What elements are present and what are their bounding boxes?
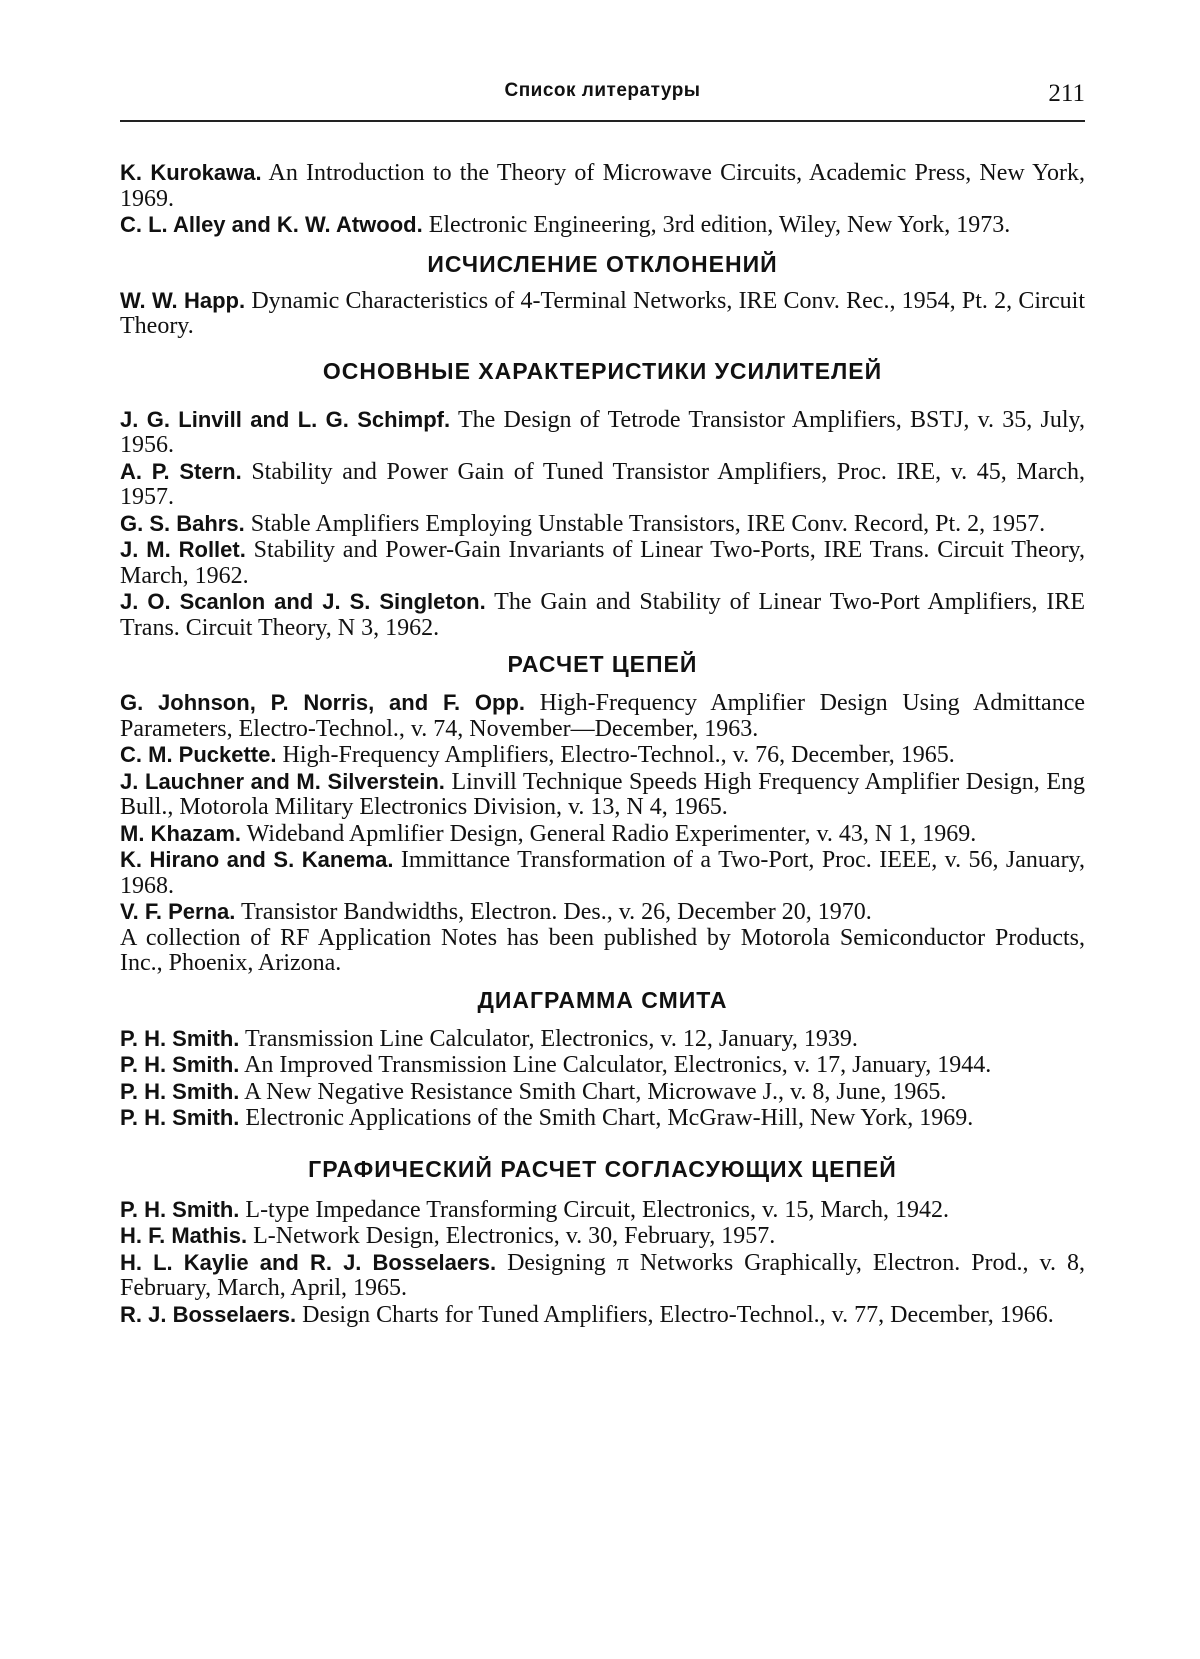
entry-author: K. Hirano and S. Kanema. — [120, 847, 393, 872]
entry-author: C. L. Alley and K. W. Atwood. — [120, 212, 423, 237]
entry-text: Dynamic Characteristics of 4-Terminal Networks, IRE Conv. Rec., 1954, Pt. 2, Circuit Theory. — [120, 288, 1085, 340]
entry-author: H. F. Mathis. — [120, 1223, 247, 1248]
entry-text: Electronic Applications of the Smith Chart, McGraw-Hill, New York, 1969. — [239, 1105, 973, 1131]
entry-text: High-Frequency Amplifier Design Using Admittance Parameters, Electro-Technol., v. 74, November—December, 1963. — [120, 690, 1085, 742]
running-title: Список литературы — [120, 80, 1085, 102]
section-heading: ДИАГРАММА СМИТА — [120, 987, 1085, 1014]
entry-author: J. O. Scanlon and J. S. Singleton. — [120, 589, 486, 614]
bibliography-entry — [120, 847, 1085, 899]
entry-author: G. Johnson, P. Norris, and F. Opp. — [120, 690, 525, 715]
entry-author: P. H. Smith. — [120, 1197, 239, 1222]
entry-text: An Improved Transmission Line Calculator, Electronics, v. 17, January, 1944. — [239, 1052, 991, 1078]
bibliography — [120, 160, 1085, 1328]
entry-author: H. L. Kaylie and R. J. Bosselaers. — [120, 1250, 496, 1275]
entry-text: The Gain and Stability of Linear Two-Port Amplifiers, IRE Trans. Circuit Theory, N 3, 1962. — [120, 589, 1085, 641]
entry-text: Linvill Technique Speeds High Frequency Amplifier Design, Eng Bull., Motorola Military Electronics Division, v. 13, N 4, 1965. — [120, 769, 1085, 821]
bibliography-entry — [120, 769, 1085, 821]
bibliography-entry — [120, 1026, 1085, 1053]
entry-text: An Introduction to the Theory of Microwave Circuits, Academic Press, New York, 1969. — [120, 160, 1085, 212]
entry-text: High-Frequency Amplifiers, Electro-Technol., v. 76, December, 1965. — [276, 742, 954, 768]
bibliography-entry — [120, 459, 1085, 511]
entry-text: A collection of RF Application Notes has been published by Motorola Semiconductor Products, Inc., Phoenix, Arizona. — [120, 925, 1085, 977]
bibliography-entry — [120, 1223, 1085, 1250]
page-number: 211 — [1048, 80, 1085, 108]
entry-text: L-type Impedance Transforming Circuit, Electronics, v. 15, March, 1942. — [239, 1197, 949, 1223]
entry-text: Stability and Power Gain of Tuned Transistor Amplifiers, Proc. IRE, v. 45, March, 1957. — [120, 459, 1085, 511]
entry-author: A. P. Stern. — [120, 459, 242, 484]
entry-text: Design Charts for Tuned Amplifiers, Electro-Technol., v. 77, December, 1966. — [296, 1302, 1054, 1328]
entry-text: Electronic Engineering, 3rd edition, Wiley, New York, 1973. — [423, 212, 1011, 238]
entry-author: P. H. Smith. — [120, 1105, 239, 1130]
running-head — [120, 80, 1085, 122]
bibliography-entry — [120, 537, 1085, 589]
bibliography-entry — [120, 288, 1085, 340]
entry-author: W. W. Happ. — [120, 288, 245, 313]
bibliography-entry — [120, 742, 1085, 769]
bibliography-entry — [120, 690, 1085, 742]
entry-text: Stable Amplifiers Employing Unstable Transistors, IRE Conv. Record, Pt. 2, 1957. — [245, 511, 1045, 537]
bibliography-entry — [120, 511, 1085, 538]
entry-author: J. G. Linvill and L. G. Schimpf. — [120, 407, 450, 432]
bibliography-entry — [120, 821, 1085, 848]
entry-author: P. H. Smith. — [120, 1052, 239, 1077]
entry-author: M. Khazam. — [120, 821, 241, 846]
section-heading: ОСНОВНЫЕ ХАРАКТЕРИСТИКИ УСИЛИТЕЛЕЙ — [120, 358, 1085, 385]
entry-text: Transmission Line Calculator, Electronics, v. 12, January, 1939. — [239, 1026, 858, 1052]
bibliography-entry — [120, 212, 1085, 239]
entry-author: R. J. Bosselaers. — [120, 1302, 296, 1327]
bibliography-entry — [120, 1105, 1085, 1132]
header-rule — [120, 120, 1085, 122]
entry-author: C. M. Puckette. — [120, 742, 276, 767]
bibliography-entry — [120, 1197, 1085, 1224]
bibliography-entry — [120, 899, 1085, 926]
bibliography-entry — [120, 160, 1085, 212]
bibliography-entry — [120, 1079, 1085, 1106]
bibliography-entry — [120, 926, 1085, 977]
entry-text: L-Network Design, Electronics, v. 30, February, 1957. — [247, 1223, 775, 1249]
entry-text: A New Negative Resistance Smith Chart, Microwave J., v. 8, June, 1965. — [239, 1079, 946, 1105]
bibliography-entry — [120, 589, 1085, 641]
entry-text: Designing π Networks Graphically, Electron. Prod., v. 8, February, March, April, 1965. — [120, 1250, 1085, 1302]
entry-text: Stability and Power-Gain Invariants of Linear Two-Ports, IRE Trans. Circuit Theory, March, 1962. — [120, 537, 1085, 589]
entry-text: Immittance Transformation of a Two-Port, Proc. IEEE, v. 56, January, 1968. — [120, 847, 1085, 899]
page — [120, 0, 1085, 1659]
entry-text: Wideband Apmlifier Design, General Radio Experimenter, v. 43, N 1, 1969. — [241, 821, 976, 847]
entry-author: V. F. Perna. — [120, 899, 235, 924]
entry-author: P. H. Smith. — [120, 1026, 239, 1051]
bibliography-entry — [120, 407, 1085, 459]
entry-author: G. S. Bahrs. — [120, 511, 245, 536]
section-heading: ИСЧИСЛЕНИЕ ОТКЛОНЕНИЙ — [120, 251, 1085, 278]
bibliography-entry — [120, 1052, 1085, 1079]
section-heading: РАСЧЕТ ЦЕПЕЙ — [120, 651, 1085, 678]
entry-text: Transistor Bandwidths, Electron. Des., v. 26, December 20, 1970. — [235, 899, 871, 925]
entry-author: J. Lauchner and M. Silverstein. — [120, 769, 445, 794]
entry-author: J. M. Rollet. — [120, 537, 246, 562]
entry-author: P. H. Smith. — [120, 1079, 239, 1104]
bibliography-entry — [120, 1250, 1085, 1302]
section-heading: ГРАФИЧЕСКИЙ РАСЧЕТ СОГЛАСУЮЩИХ ЦЕПЕЙ — [120, 1156, 1085, 1183]
bibliography-entry — [120, 1302, 1085, 1329]
entry-author: K. Kurokawa. — [120, 160, 262, 185]
entry-text: The Design of Tetrode Transistor Amplifiers, BSTJ, v. 35, July, 1956. — [120, 407, 1085, 459]
